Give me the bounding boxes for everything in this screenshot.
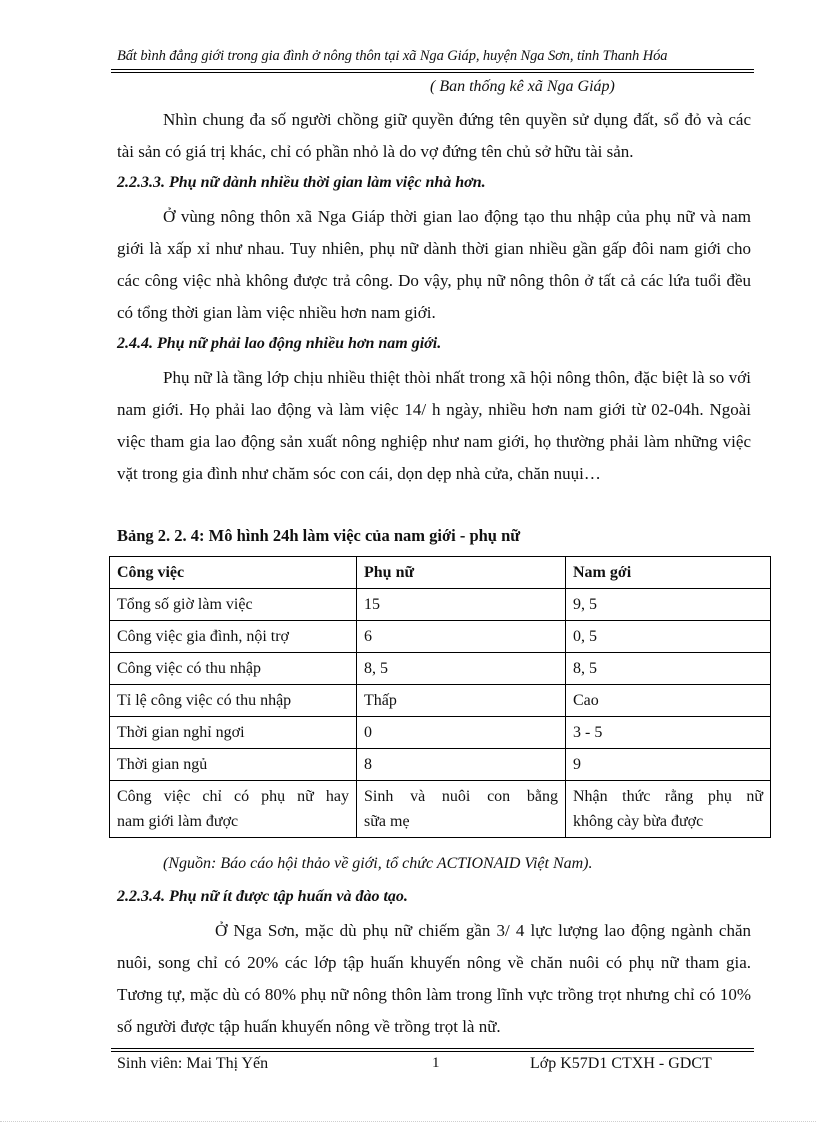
table-cell: Thời gian ngủ xyxy=(110,749,357,781)
section-heading-2-2-3-4: 2.2.3.4. Phụ nữ ít được tập huấn và đào tạo. xyxy=(117,888,408,905)
table-cell-line: Công việc chỉ có phụ nữ hay xyxy=(117,788,349,805)
table-cell-line: sữa mẹ xyxy=(364,813,410,830)
table-header-cell: Phụ nữ xyxy=(357,557,566,589)
table-cell: 0 xyxy=(357,717,566,749)
table-cell: Tổng số giờ làm việc xyxy=(110,589,357,621)
table-row xyxy=(110,717,771,749)
table-cell-line: nam giới làm được xyxy=(117,813,239,830)
table-cell: 6 xyxy=(357,621,566,653)
table-row xyxy=(110,621,771,653)
table-cell xyxy=(357,781,566,838)
table-cell: 8, 5 xyxy=(357,653,566,685)
table-cell: Thấp xyxy=(357,685,566,717)
table-cell: 8 xyxy=(357,749,566,781)
table-cell-line: Sinh và nuôi con bằng xyxy=(364,788,558,805)
footer-rule xyxy=(111,1048,754,1052)
table-cell: Tỉ lệ công việc có thu nhập xyxy=(110,685,357,717)
running-header: Bất bình đẳng giới trong gia đình ở nông thôn tại xã Nga Giáp, huyện Nga Sơn, tỉnh Thanh Hóa xyxy=(117,48,668,64)
table-cell-line: Nhận thức rằng phụ nữ xyxy=(573,788,763,805)
table-header-cell: Công việc xyxy=(110,557,357,589)
table-cell: 3 - 5 xyxy=(566,717,771,749)
section-heading-2-2-3-3: 2.2.3.3. Phụ nữ dành nhiều thời gian làm việc nhà hơn. xyxy=(117,174,486,191)
table-title: Bảng 2. 2. 4: Mô hình 24h làm việc của nam giới - phụ nữ xyxy=(117,526,521,545)
table-row xyxy=(110,781,771,838)
source-note-top: ( Ban thống kê xã Nga Giáp) xyxy=(430,78,615,95)
table-cell: Công việc gia đình, nội trợ xyxy=(110,621,357,653)
table-header-cell: Nam gới xyxy=(566,557,771,589)
table-cell: 9, 5 xyxy=(566,589,771,621)
table-cell xyxy=(566,781,771,838)
table-cell: 0, 5 xyxy=(566,621,771,653)
footer-page-number: 1 xyxy=(432,1055,440,1071)
paragraph-labor-burden: Phụ nữ là tầng lớp chịu nhiều thiệt thòi nhất trong xã hội nông thôn, đặc biệt là so với nam giới. Họ phải lao động và làm việc 14/ h ngày, nhiều hơn nam giới từ 02-04h. Ngoài việc tham gia lao động sản xuất nông nghiệp như nam giới, họ thường phải làm những việc vặt trong gia đình như chăm sóc con cái, dọn dẹp nhà cửa, chăn nuụi… xyxy=(117,368,751,483)
table-row xyxy=(110,749,771,781)
table-cell-line: không cày bừa được xyxy=(573,813,704,830)
section-heading-2-4-4: 2.4.4. Phụ nữ phải lao động nhiều hơn nam giới. xyxy=(117,335,442,352)
footer-student-name: Sinh viên: Mai Thị Yến xyxy=(117,1055,269,1072)
header-rule xyxy=(111,69,754,73)
table-cell: Cao xyxy=(566,685,771,717)
table-cell: 9 xyxy=(566,749,771,781)
table-row xyxy=(110,685,771,717)
paragraph-ownership: Nhìn chung đa số người chồng giữ quyền đứng tên quyền sử dụng đất, sổ đỏ và các tài sản có giá trị khác, chỉ có phần nhỏ là do vợ đứng tên chủ sở hữu tài sản. xyxy=(117,110,751,161)
paragraph-housework-time: Ở vùng nông thôn xã Nga Giáp thời gian lao động tạo thu nhập của phụ nữ và nam giới là xấp xỉ như nhau. Tuy nhiên, phụ nữ dành thời gian nhiều gần gấp đôi nam giới cho các công việc nhà không được trả công. Do vậy, phụ nữ nông thôn ở tất cả các lứa tuổi đều có tổng thời gian làm việc nhiều hơn nam giới. xyxy=(117,207,751,322)
table-header-row xyxy=(110,557,771,589)
table-cell: Công việc có thu nhập xyxy=(110,653,357,685)
footer-class: Lớp K57D1 CTXH - GDCT xyxy=(530,1055,712,1072)
table-source-note: (Nguồn: Báo cáo hội thảo về giới, tổ chức ACTIONAID Việt Nam). xyxy=(163,855,593,872)
table-row xyxy=(110,589,771,621)
table-cell xyxy=(110,781,357,838)
table-cell: Thời gian nghỉ ngơi xyxy=(110,717,357,749)
page-edge-divider xyxy=(0,1121,816,1122)
paragraph-training: Ở Nga Sơn, mặc dù phụ nữ chiếm gần 3/ 4 lực lượng lao động ngành chăn nuôi, song chỉ có 20% các lớp tập huấn khuyến nông về chăn nuôi có phụ nữ tham gia. Tương tự, mặc dù có 80% phụ nữ nông thôn làm trong lĩnh vực trồng trọt nhưng chỉ có 10% số người được tập huấn khuyến nông về trồng trọt là nữ. xyxy=(117,921,751,1036)
table-row xyxy=(110,653,771,685)
table-cell: 8, 5 xyxy=(566,653,771,685)
work-hours-table xyxy=(109,556,771,838)
table-cell: 15 xyxy=(357,589,566,621)
